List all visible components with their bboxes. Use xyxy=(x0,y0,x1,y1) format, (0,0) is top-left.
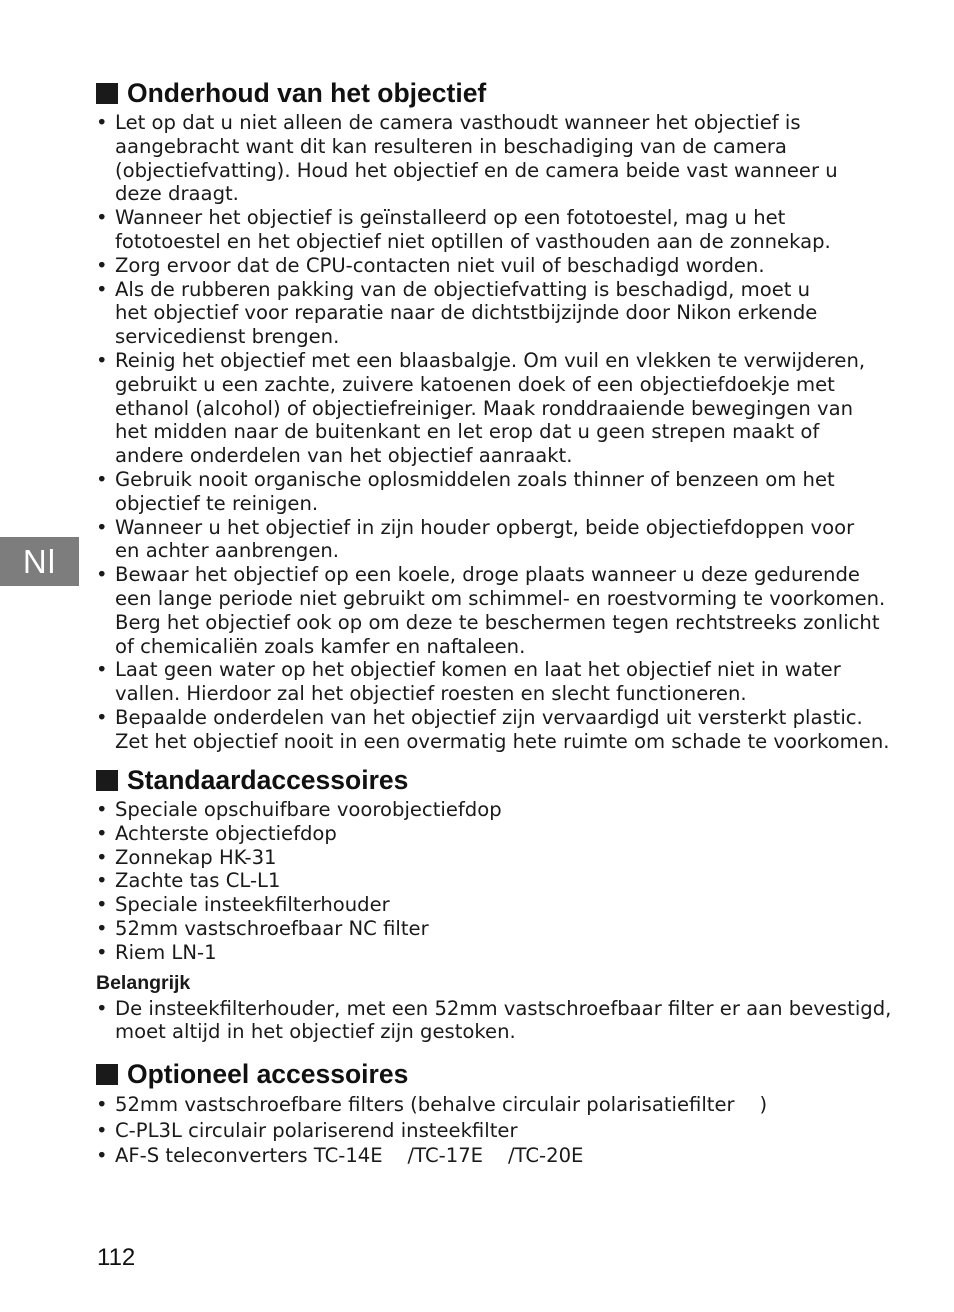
section-title: Onderhoud van het objectief xyxy=(127,78,487,108)
important-label: Belangrijk xyxy=(96,971,191,994)
list-item: • 52mm vastschroefbare filters (behalve circulair polarisatiefilter ) xyxy=(96,1092,896,1118)
list-item: • Riem LN-1 xyxy=(96,941,896,965)
section-heading xyxy=(96,78,896,108)
list-item: • Speciale opschuifbare voorobjectiefdop xyxy=(96,798,896,822)
list-item: • Zachte tas CL-L1 xyxy=(96,869,896,893)
list-item: • Gebruik nooit organische oplosmiddelen zoals thinner of benzeen om het objectief te reinigen. xyxy=(96,468,896,516)
list-item: • Wanneer u het objectief in zijn houder opbergt, beide objectiefdoppen voor en achter aanbrengen. xyxy=(96,516,896,564)
list-item: • 52mm vastschroefbaar NC filter xyxy=(96,917,896,941)
list-item: • Bewaar het objectief op een koele, droge plaats wanneer u deze gedurende een lange periode niet gebruikt om schimmel- en roestvorming te voorkomen. Berg het objectief ook op om deze te beschermen tegen rechtstreeks zonlicht of chemicaliën zoals kamfer en naftaleen. xyxy=(96,563,896,658)
standard-accessories-list xyxy=(96,798,896,965)
list-item: • Zorg ervoor dat de CPU-contacten niet vuil of beschadigd worden. xyxy=(96,254,896,278)
list-item: • Reinig het objectief met een blaasbalgje. Om vuil en vlekken te verwijderen, gebruikt u een zachte, zuivere katoenen doek of een objectiefdoekje met ethanol (alcohol) of objectiefreiniger. Maak ronddraaiende bewegingen van het midden naar de buitenkant en let erop dat u geen strepen maakt of andere onderdelen van het objectief aanraakt. xyxy=(96,349,896,468)
list-item: • Laat geen water op het objectief komen en laat het objectief niet in water vallen. Hierdoor zal het objectief roesten en slecht functioneren. xyxy=(96,658,896,706)
list-item: • Bepaalde onderdelen van het objectief zijn vervaardigd uit versterkt plastic. Zet het objectief nooit in een overmatig hete ruimte om schade te voorkomen. xyxy=(96,706,896,754)
page-number: 112 xyxy=(97,1244,136,1271)
section-title: Standaardaccessoires xyxy=(127,765,409,795)
maintenance-list xyxy=(96,111,896,754)
list-item: • Wanneer het objectief is geïnstalleerd op een fototoestel, mag u het fototoestel en het objectief niet optillen of vasthouden aan de zonnekap. xyxy=(96,206,896,254)
list-item: • C-PL3L circulair polariserend insteekfilter xyxy=(96,1118,896,1144)
section-heading xyxy=(96,1059,896,1089)
language-tab: Nl xyxy=(0,537,79,586)
black-square-icon xyxy=(96,1064,118,1085)
section-maintenance xyxy=(96,78,896,754)
section-title: Optioneel accessoires xyxy=(127,1059,409,1089)
section-optional-accessories xyxy=(96,1059,896,1169)
list-item: • Zonnekap HK-31 xyxy=(96,846,896,870)
list-item: • Als de rubberen pakking van de objectiefvatting is beschadigd, moet u het objectief voor reparatie naar de dichtstbijzijnde door Nikon erkende servicedienst brengen. xyxy=(96,278,896,349)
list-item: • Let op dat u niet alleen de camera vasthoudt wanneer het objectief is aangebracht want dit kan resulteren in beschadiging van de camera (objectiefvatting). Houd het objectief en de camera beide vast wanneer u deze draagt. xyxy=(96,111,896,206)
section-standard-accessories xyxy=(96,765,896,1044)
important-list xyxy=(96,997,896,1045)
list-item: • Speciale insteekfilterhouder xyxy=(96,893,896,917)
black-square-icon xyxy=(96,83,118,104)
optional-accessories-list xyxy=(96,1092,896,1169)
list-item: • De insteekfilterhouder, met een 52mm vastschroefbaar filter er aan bevestigd, moet altijd in het objectief zijn gestoken. xyxy=(96,997,896,1045)
list-item: • AF-S teleconverters TC-14E /TC-17E /TC-20E xyxy=(96,1143,896,1169)
black-square-icon xyxy=(96,770,118,791)
section-heading xyxy=(96,765,896,795)
list-item: • Achterste objectiefdop xyxy=(96,822,896,846)
